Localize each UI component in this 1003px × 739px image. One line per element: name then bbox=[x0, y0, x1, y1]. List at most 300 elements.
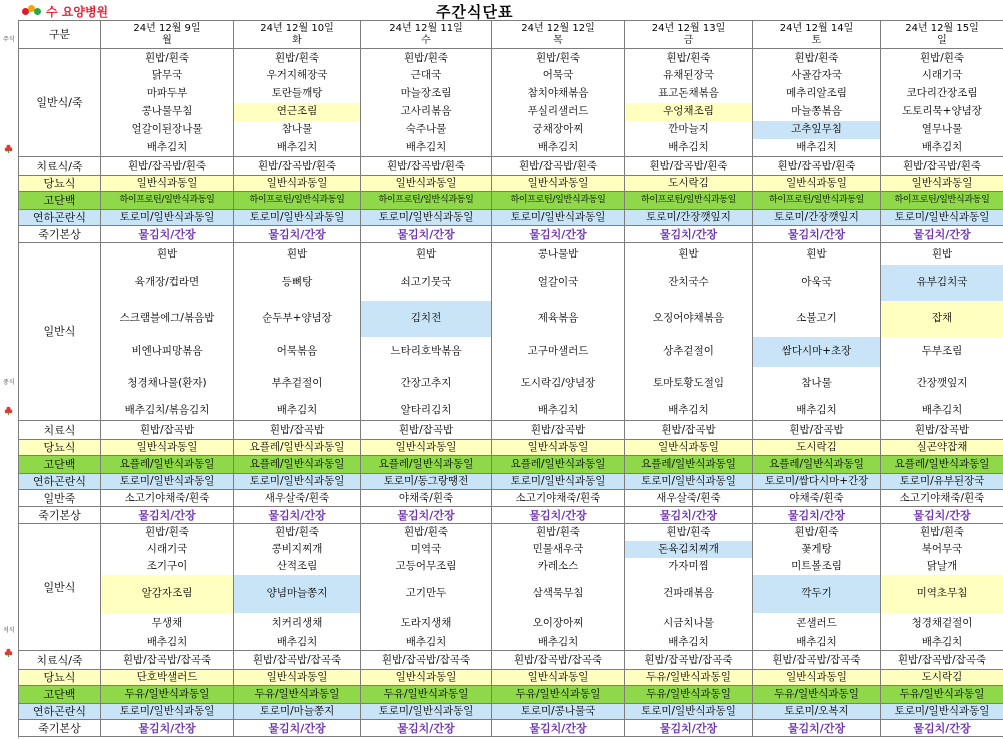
menu-item: 일반식과동일 bbox=[361, 440, 492, 456]
menu-item: 토로미/콩나물국 bbox=[492, 704, 625, 720]
table-row bbox=[19, 49, 1003, 67]
menu-item: 흰밥/잡곡밥 bbox=[492, 421, 625, 440]
menu-item: 두유/일반식과동일 bbox=[492, 686, 625, 704]
menu-item: 물김치/간장 bbox=[881, 720, 1003, 737]
weekly-menu-table bbox=[18, 20, 1003, 737]
menu-item: 하이프로틴/일반식과동일 bbox=[753, 192, 881, 210]
menu-item: 토로미/일반식과동일 bbox=[234, 474, 361, 490]
menu-item: 요플레/일반식과동일 bbox=[234, 440, 361, 456]
menu-item: 배추김치 bbox=[492, 401, 625, 421]
menu-item: 카레소스 bbox=[492, 558, 625, 575]
menu-item: 흰밥/잡곡밥/잡곡죽 bbox=[753, 651, 881, 670]
menu-item: 물김치/간장 bbox=[625, 507, 753, 524]
menu-item: 흰밥/흰죽 bbox=[753, 524, 881, 541]
menu-item: 일반식과동일 bbox=[492, 176, 625, 192]
menu-item: 육개장/컵라면 bbox=[101, 265, 234, 301]
table-row bbox=[19, 337, 1003, 367]
menu-item: 도라지생채 bbox=[361, 613, 492, 634]
menu-item: 토로미/일반식과동일 bbox=[234, 210, 361, 226]
day-of-week: 목 bbox=[553, 34, 563, 46]
menu-item: 배추김치 bbox=[101, 634, 234, 651]
menu-item: 민물새우국 bbox=[492, 541, 625, 558]
menu-item: 흰밥 bbox=[881, 243, 1003, 265]
menu-item: 야채죽/흰죽 bbox=[753, 490, 881, 507]
menu-item: 부추겉절이 bbox=[234, 367, 361, 401]
menu-item: 배추김치 bbox=[492, 634, 625, 651]
menu-item: 배추김치 bbox=[361, 139, 492, 157]
menu-item: 하이프로틴/일반식과동일 bbox=[101, 192, 234, 210]
menu-item: 청경채겉절이 bbox=[881, 613, 1003, 634]
menu-item: 새우살죽/흰죽 bbox=[234, 490, 361, 507]
menu-item: 요플레/일반식과동일 bbox=[361, 456, 492, 474]
menu-item: 토로미/일반식과동일 bbox=[625, 474, 753, 490]
breakfast-row-label: 연하곤란식 bbox=[19, 210, 101, 226]
menu-item: 일반식과동일 bbox=[625, 440, 753, 456]
menu-item: 일반식과동일 bbox=[234, 176, 361, 192]
menu-item: 하이프로틴/일반식과동일 bbox=[361, 192, 492, 210]
day-header bbox=[753, 21, 881, 49]
menu-item: 일반식과동일 bbox=[881, 176, 1003, 192]
menu-item: 야채죽/흰죽 bbox=[361, 490, 492, 507]
gutter-mark-breakfast: 주식 bbox=[3, 36, 15, 43]
menu-item: 어묵볶음 bbox=[234, 337, 361, 367]
table-row bbox=[19, 524, 1003, 541]
day-of-week: 토 bbox=[811, 34, 822, 46]
menu-item: 흰밥/흰죽 bbox=[625, 524, 753, 541]
menu-item: 흰밥/흰죽 bbox=[492, 524, 625, 541]
menu-item: 하이프로틴/일반식과동일 bbox=[492, 192, 625, 210]
table-row bbox=[19, 558, 1003, 575]
menu-item: 토마토황도절임 bbox=[625, 367, 753, 401]
menu-item: 일반식과동일 bbox=[361, 176, 492, 192]
menu-item: 근대국 bbox=[361, 67, 492, 85]
day-date: 24년 12월 9일 bbox=[133, 22, 201, 34]
table-row bbox=[19, 686, 1003, 704]
menu-item: 흰밥/흰죽 bbox=[625, 49, 753, 67]
table-row bbox=[19, 301, 1003, 337]
day-of-week: 수 bbox=[421, 34, 431, 46]
menu-item: 양념마늘쫑지 bbox=[234, 575, 361, 613]
menu-item: 토로미/일반식과동일 bbox=[361, 210, 492, 226]
menu-item: 배추김치 bbox=[234, 139, 361, 157]
menu-item: 물김치/간장 bbox=[234, 226, 361, 243]
menu-item: 미트볼조림 bbox=[753, 558, 881, 575]
menu-item: 알타리김치 bbox=[361, 401, 492, 421]
menu-item: 치커리생채 bbox=[234, 613, 361, 634]
lunch-row-label: 고단백 bbox=[19, 456, 101, 474]
table-row bbox=[19, 103, 1003, 121]
menu-item: 코다리간장조림 bbox=[881, 85, 1003, 103]
menu-item: 물김치/간장 bbox=[753, 226, 881, 243]
menu-item: 하이프로틴/일반식과동일 bbox=[234, 192, 361, 210]
menu-item: 메추리알조림 bbox=[753, 85, 881, 103]
menu-item: 돈육김치찌개 bbox=[625, 541, 753, 558]
menu-item: 물김치/간장 bbox=[492, 226, 625, 243]
menu-item: 시래기국 bbox=[881, 67, 1003, 85]
menu-item: 잔치국수 bbox=[625, 265, 753, 301]
menu-item: 흰밥/잡곡밥 bbox=[101, 421, 234, 440]
menu-item: 배추김치 bbox=[625, 139, 753, 157]
menu-item: 유부김치국 bbox=[881, 265, 1003, 301]
menu-item: 도시락김 bbox=[625, 176, 753, 192]
gutter-mark-dinner: 석식 bbox=[3, 627, 15, 634]
day-header bbox=[625, 21, 753, 49]
table-row bbox=[19, 243, 1003, 265]
dinner-main-label: 일반식 bbox=[19, 524, 101, 651]
menu-item: 흰밥 bbox=[625, 243, 753, 265]
day-header bbox=[361, 21, 492, 49]
menu-item: 고사리볶음 bbox=[361, 103, 492, 121]
flower-icon bbox=[4, 144, 13, 153]
menu-item: 토로미/오복지 bbox=[753, 704, 881, 720]
day-of-week: 일 bbox=[937, 34, 947, 46]
row-gutter bbox=[0, 20, 19, 739]
table-row bbox=[19, 157, 1003, 176]
menu-item: 토로미/동그랑땡전 bbox=[361, 474, 492, 490]
day-header bbox=[881, 21, 1003, 49]
menu-item: 물김치/간장 bbox=[101, 720, 234, 737]
menu-item: 흰밥/잡곡밥/흰죽 bbox=[625, 157, 753, 176]
day-date: 24년 12월 13일 bbox=[651, 22, 726, 34]
menu-item: 간장깻잎지 bbox=[881, 367, 1003, 401]
menu-item: 일반식과동일 bbox=[234, 670, 361, 686]
day-of-week: 금 bbox=[683, 34, 694, 46]
breakfast-row-label: 죽기본상 bbox=[19, 226, 101, 243]
menu-item: 물김치/간장 bbox=[101, 507, 234, 524]
menu-item: 마늘장조림 bbox=[361, 85, 492, 103]
menu-item: 토로미/일반식과동일 bbox=[101, 210, 234, 226]
breakfast-row-label: 당뇨식 bbox=[19, 176, 101, 192]
lunch-row-label: 치료식 bbox=[19, 421, 101, 440]
table-row bbox=[19, 613, 1003, 634]
menu-item: 흰밥/흰죽 bbox=[361, 49, 492, 67]
menu-item: 도토리묵+양념장 bbox=[881, 103, 1003, 121]
menu-item: 푸실리샐러드 bbox=[492, 103, 625, 121]
menu-item: 어묵국 bbox=[492, 67, 625, 85]
menu-item: 두유/일반식과동일 bbox=[234, 686, 361, 704]
day-of-week: 화 bbox=[292, 34, 302, 46]
menu-item: 배추김치 bbox=[753, 139, 881, 157]
menu-item: 마파두부 bbox=[101, 85, 234, 103]
menu-item: 토로미/일반식과동일 bbox=[492, 474, 625, 490]
menu-item: 요플레/일반식과동일 bbox=[492, 456, 625, 474]
menu-item: 참나물 bbox=[753, 367, 881, 401]
menu-item: 토로미/일반식과동일 bbox=[625, 704, 753, 720]
title-bar bbox=[0, 0, 1003, 21]
menu-item: 흰밥 bbox=[361, 243, 492, 265]
menu-item: 가자미찜 bbox=[625, 558, 753, 575]
menu-item: 흰밥/잡곡밥 bbox=[234, 421, 361, 440]
menu-item: 두유/일반식과동일 bbox=[753, 686, 881, 704]
dinner-row-label: 당뇨식 bbox=[19, 670, 101, 686]
lunch-row-label: 일반죽 bbox=[19, 490, 101, 507]
table-row bbox=[19, 265, 1003, 301]
menu-item: 물김치/간장 bbox=[492, 507, 625, 524]
menu-item: 흰밥/잡곡밥 bbox=[361, 421, 492, 440]
menu-item: 배추김치 bbox=[753, 634, 881, 651]
menu-item: 숙주나물 bbox=[361, 121, 492, 139]
menu-item: 흰밥/잡곡밥/잡곡죽 bbox=[361, 651, 492, 670]
menu-item: 비엔나피망볶음 bbox=[101, 337, 234, 367]
menu-item: 간장고추지 bbox=[361, 367, 492, 401]
menu-item: 흰밥 bbox=[234, 243, 361, 265]
menu-item: 흰밥/흰죽 bbox=[234, 524, 361, 541]
menu-item: 토로미/마늘쫑지 bbox=[234, 704, 361, 720]
menu-item: 흰밥/흰죽 bbox=[753, 49, 881, 67]
menu-item: 두유/일반식과동일 bbox=[361, 686, 492, 704]
menu-item: 토로미/간장깻잎지 bbox=[625, 210, 753, 226]
menu-item: 콩나물무침 bbox=[101, 103, 234, 121]
menu-item: 사골감자국 bbox=[753, 67, 881, 85]
menu-item: 청경채나물(환자) bbox=[101, 367, 234, 401]
menu-item: 토로미/간장깻잎지 bbox=[753, 210, 881, 226]
day-header bbox=[101, 21, 234, 49]
menu-item: 물김치/간장 bbox=[361, 226, 492, 243]
logo-mark-icon bbox=[22, 5, 44, 17]
menu-item: 북어무국 bbox=[881, 541, 1003, 558]
menu-item: 닭무국 bbox=[101, 67, 234, 85]
menu-item: 흰밥/흰죽 bbox=[881, 49, 1003, 67]
menu-item: 닭날개 bbox=[881, 558, 1003, 575]
day-date: 24년 12월 12일 bbox=[521, 22, 595, 34]
menu-item: 소고기야채죽/흰죽 bbox=[492, 490, 625, 507]
menu-item: 배추김치 bbox=[361, 634, 492, 651]
menu-item: 흰밥/흰죽 bbox=[492, 49, 625, 67]
menu-item: 우거지해장국 bbox=[234, 67, 361, 85]
menu-item: 새우살죽/흰죽 bbox=[625, 490, 753, 507]
menu-item: 두유/일반식과동일 bbox=[101, 686, 234, 704]
menu-item: 콘샐러드 bbox=[753, 613, 881, 634]
menu-item: 두유/일반식과동일 bbox=[881, 686, 1003, 704]
menu-item: 도시락김 bbox=[753, 440, 881, 456]
menu-item: 요플레/일반식과동일 bbox=[625, 456, 753, 474]
menu-item: 표고돈채볶음 bbox=[625, 85, 753, 103]
menu-item: 흰밥 bbox=[101, 243, 234, 265]
menu-item: 꽃게탕 bbox=[753, 541, 881, 558]
table-row bbox=[19, 210, 1003, 226]
menu-item: 시래기국 bbox=[101, 541, 234, 558]
menu-item: 제육볶음 bbox=[492, 301, 625, 337]
day-header bbox=[234, 21, 361, 49]
dinner-row-label: 치료식/죽 bbox=[19, 651, 101, 670]
menu-item: 배추김치 bbox=[234, 401, 361, 421]
menu-item: 흰밥/잡곡밥/흰죽 bbox=[753, 157, 881, 176]
menu-item: 흰밥/잡곡밥/흰죽 bbox=[492, 157, 625, 176]
menu-item: 스크램블에그/볶음밥 bbox=[101, 301, 234, 337]
menu-item: 두유/일반식과동일 bbox=[625, 670, 753, 686]
menu-item: 삼색묵무침 bbox=[492, 575, 625, 613]
menu-item: 배추김치 bbox=[234, 634, 361, 651]
table-row bbox=[19, 634, 1003, 651]
table-row bbox=[19, 367, 1003, 401]
menu-item: 토로미/일반식과동일 bbox=[492, 210, 625, 226]
gutter-mark-lunch: 중식 bbox=[3, 379, 15, 386]
menu-item: 흰밥/잡곡밥 bbox=[881, 421, 1003, 440]
dinner-row-label: 연하곤란식 bbox=[19, 704, 101, 720]
table-row bbox=[19, 474, 1003, 490]
menu-item: 일반식과동일 bbox=[753, 176, 881, 192]
menu-item: 토로미/일반식과동일 bbox=[881, 210, 1003, 226]
menu-item: 두부조림 bbox=[881, 337, 1003, 367]
menu-item: 요플레/일반식과동일 bbox=[753, 456, 881, 474]
menu-item: 하이프로틴/일반식과동일 bbox=[625, 192, 753, 210]
table-row bbox=[19, 456, 1003, 474]
breakfast-row-label: 치료식/죽 bbox=[19, 157, 101, 176]
menu-item: 미역초무침 bbox=[881, 575, 1003, 613]
day-date: 24년 12월 11일 bbox=[389, 22, 463, 34]
menu-item: 배추김치/볶음김치 bbox=[101, 401, 234, 421]
day-date: 24년 12월 10일 bbox=[260, 22, 334, 34]
table-row bbox=[19, 507, 1003, 524]
menu-item: 토로미/일반식과동일 bbox=[881, 704, 1003, 720]
menu-item: 요플레/일반식과동일 bbox=[101, 456, 234, 474]
menu-item: 일반식과동일 bbox=[492, 440, 625, 456]
menu-item: 쌈다시마+초장 bbox=[753, 337, 881, 367]
table-row bbox=[19, 67, 1003, 85]
menu-item: 요플레/일반식과동일 bbox=[881, 456, 1003, 474]
menu-item: 우엉채조림 bbox=[625, 103, 753, 121]
flower-icon bbox=[4, 648, 13, 657]
menu-item: 두유/일반식과동일 bbox=[625, 686, 753, 704]
table-row bbox=[19, 541, 1003, 558]
menu-item: 일반식과동일 bbox=[101, 440, 234, 456]
table-row bbox=[19, 176, 1003, 192]
page-title: 주간식단표 bbox=[436, 3, 514, 21]
menu-item: 흰밥/잡곡밥/흰죽 bbox=[881, 157, 1003, 176]
menu-item: 흰밥/흰죽 bbox=[101, 49, 234, 67]
menu-item: 물김치/간장 bbox=[361, 507, 492, 524]
menu-item: 소고기야채죽/흰죽 bbox=[101, 490, 234, 507]
table-row bbox=[19, 670, 1003, 686]
menu-item: 깐마늘지 bbox=[625, 121, 753, 139]
menu-item: 조기구이 bbox=[101, 558, 234, 575]
table-row bbox=[19, 651, 1003, 670]
dinner-row-label: 고단백 bbox=[19, 686, 101, 704]
menu-item: 물김치/간장 bbox=[361, 720, 492, 737]
menu-item: 요플레/일반식과동일 bbox=[234, 456, 361, 474]
menu-item: 흰밥/잡곡밥/흰죽 bbox=[234, 157, 361, 176]
menu-item: 도시락김 bbox=[881, 670, 1003, 686]
breakfast-row-label: 고단백 bbox=[19, 192, 101, 210]
menu-item: 도시락김/양념장 bbox=[492, 367, 625, 401]
menu-item: 흰밥/잡곡밥/잡곡죽 bbox=[492, 651, 625, 670]
menu-item: 참나물 bbox=[234, 121, 361, 139]
lunch-main-label: 일반식 bbox=[19, 243, 101, 421]
menu-item: 토란들깨탕 bbox=[234, 85, 361, 103]
menu-item: 콩비지찌개 bbox=[234, 541, 361, 558]
table-row bbox=[19, 720, 1003, 737]
menu-item: 얼갈이국 bbox=[492, 265, 625, 301]
menu-item: 알감자조림 bbox=[101, 575, 234, 613]
menu-item: 배추김치 bbox=[881, 139, 1003, 157]
lunch-row-label: 당뇨식 bbox=[19, 440, 101, 456]
menu-item: 무생채 bbox=[101, 613, 234, 634]
menu-item: 물김치/간장 bbox=[101, 226, 234, 243]
lunch-row-label: 연하곤란식 bbox=[19, 474, 101, 490]
menu-item: 실곤약잡채 bbox=[881, 440, 1003, 456]
menu-item: 흰밥/잡곡밥/잡곡죽 bbox=[881, 651, 1003, 670]
menu-item: 물김치/간장 bbox=[881, 226, 1003, 243]
menu-item: 토로미/일반식과동일 bbox=[361, 704, 492, 720]
menu-item: 물김치/간장 bbox=[234, 507, 361, 524]
flower-icon bbox=[4, 406, 13, 415]
breakfast-main-label: 일반식/죽 bbox=[19, 49, 101, 157]
menu-item: 흰밥/잡곡밥 bbox=[625, 421, 753, 440]
menu-item: 참치야채볶음 bbox=[492, 85, 625, 103]
menu-item: 흰밥/잡곡밥/흰죽 bbox=[361, 157, 492, 176]
table-row bbox=[19, 490, 1003, 507]
menu-item: 물김치/간장 bbox=[881, 507, 1003, 524]
menu-item: 흰밥/잡곡밥/잡곡죽 bbox=[625, 651, 753, 670]
table-row bbox=[19, 704, 1003, 720]
menu-item: 순두부+양념장 bbox=[234, 301, 361, 337]
menu-item: 열무나물 bbox=[881, 121, 1003, 139]
menu-item: 흰밥/흰죽 bbox=[101, 524, 234, 541]
menu-item: 토로미/유부된장국 bbox=[881, 474, 1003, 490]
table-row bbox=[19, 85, 1003, 103]
menu-item: 고추잎무침 bbox=[753, 121, 881, 139]
menu-item: 단호박샐러드 bbox=[101, 670, 234, 686]
menu-item: 흰밥/잡곡밥/잡곡죽 bbox=[234, 651, 361, 670]
table-row bbox=[19, 401, 1003, 421]
table-row bbox=[19, 421, 1003, 440]
lunch-row-label: 죽기본상 bbox=[19, 507, 101, 524]
day-date: 24년 12월 14일 bbox=[779, 22, 854, 34]
day-of-week: 월 bbox=[162, 34, 172, 46]
table-row bbox=[19, 192, 1003, 210]
menu-item: 배추김치 bbox=[753, 401, 881, 421]
menu-item: 아욱국 bbox=[753, 265, 881, 301]
menu-item: 잡채 bbox=[881, 301, 1003, 337]
menu-item: 마늘쫑볶음 bbox=[753, 103, 881, 121]
menu-item: 하이프로틴/일반식과동일 bbox=[881, 192, 1003, 210]
table-row bbox=[19, 575, 1003, 613]
menu-item: 토로미/일반식과동일 bbox=[101, 474, 234, 490]
menu-item: 일반식과동일 bbox=[492, 670, 625, 686]
menu-item: 물김치/간장 bbox=[492, 720, 625, 737]
menu-item: 일반식과동일 bbox=[361, 670, 492, 686]
menu-item: 토로미/일반식과동일 bbox=[101, 704, 234, 720]
menu-item: 배추김치 bbox=[101, 139, 234, 157]
hospital-logo bbox=[22, 3, 108, 19]
menu-item: 물김치/간장 bbox=[234, 720, 361, 737]
day-date: 24년 12월 15일 bbox=[905, 22, 979, 34]
menu-item: 고구마샐러드 bbox=[492, 337, 625, 367]
table-row bbox=[19, 21, 1003, 49]
menu-item: 흰밥/흰죽 bbox=[361, 524, 492, 541]
menu-item: 등뼈탕 bbox=[234, 265, 361, 301]
menu-item: 일반식과동일 bbox=[753, 670, 881, 686]
hospital-name: 수 요양병원 bbox=[46, 4, 109, 19]
menu-item: 고등어무조림 bbox=[361, 558, 492, 575]
menu-item: 김치전 bbox=[361, 301, 492, 337]
menu-item: 유채된장국 bbox=[625, 67, 753, 85]
menu-item: 고기만두 bbox=[361, 575, 492, 613]
menu-item: 흰밥/흰죽 bbox=[881, 524, 1003, 541]
menu-item: 물김치/간장 bbox=[753, 507, 881, 524]
menu-item: 콩나물밥 bbox=[492, 243, 625, 265]
menu-item: 산적조림 bbox=[234, 558, 361, 575]
menu-item: 흰밥/잡곡밥 bbox=[753, 421, 881, 440]
menu-item: 흰밥/흰죽 bbox=[234, 49, 361, 67]
header-corner: 구분 bbox=[19, 21, 101, 49]
menu-item: 흰밥 bbox=[753, 243, 881, 265]
menu-item: 배추김치 bbox=[492, 139, 625, 157]
menu-item: 일반식과동일 bbox=[101, 176, 234, 192]
menu-item: 얼갈이된장나물 bbox=[101, 121, 234, 139]
menu-item: 토로미/쌈다시마+간장 bbox=[753, 474, 881, 490]
menu-item: 흰밥/잡곡밥/흰죽 bbox=[101, 157, 234, 176]
